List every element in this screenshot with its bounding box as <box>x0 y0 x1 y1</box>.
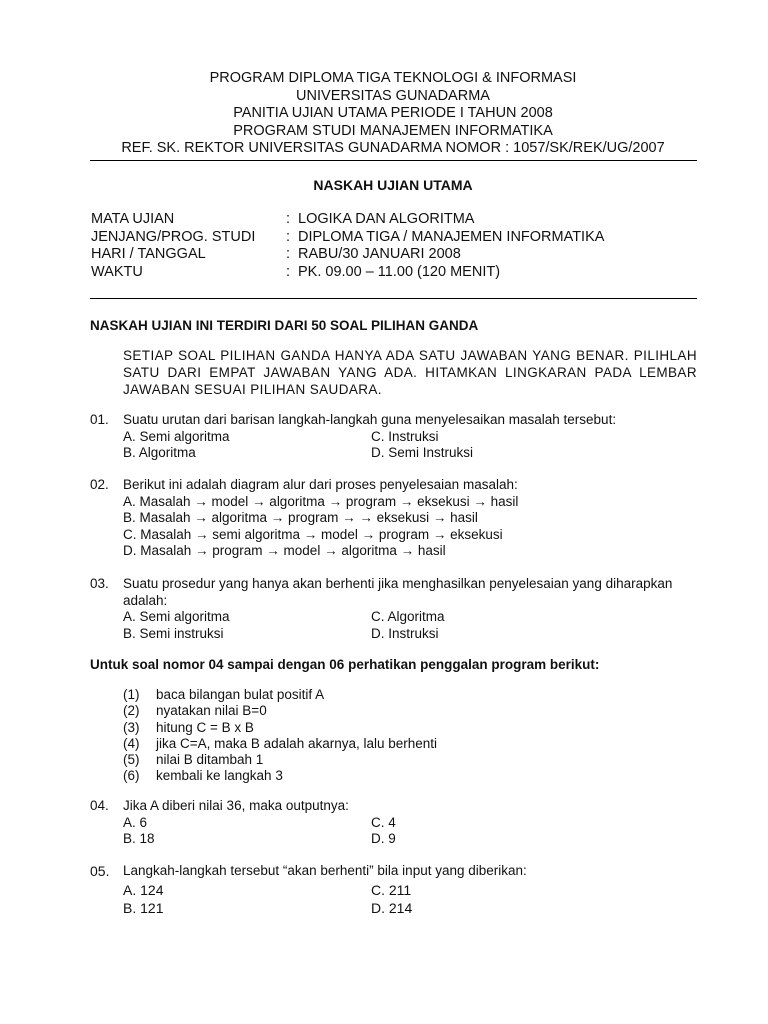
question-text: Jika A diberi nilai 36, maka outputnya: <box>123 798 349 813</box>
meta-row <box>91 264 604 282</box>
option-d: D. 9 <box>371 831 396 846</box>
header-line-4: PROGRAM STUDI MANAJEMEN INFORMATIKA <box>233 122 553 139</box>
options-row <box>123 899 527 918</box>
meta-row <box>91 229 604 247</box>
question-text: Langkah-langkah tersebut “akan berhenti” bila input yang diberikan: <box>123 863 527 878</box>
header-line-1: PROGRAM DIPLOMA TIGA TEKNOLOGI & INFORMASI <box>209 70 577 86</box>
step-text: nilai B ditambah 1 <box>156 752 264 768</box>
question-number: 03. <box>90 576 109 591</box>
meta-value: PK. 09.00 – 11.00 (120 MENIT) <box>298 263 501 280</box>
header-line-5: REF. SK. REKTOR UNIVERSITAS GUNADARMA NOMOR : 1057/SK/REK/UG/2007 <box>121 140 665 156</box>
step-number: (6) <box>123 768 140 784</box>
meta-key: MATA UJIAN <box>91 211 175 227</box>
meta-value: LOGIKA DAN ALGORITMA <box>298 211 475 227</box>
header-line-2: UNIVERSITAS GUNADARMA <box>296 87 490 104</box>
options-row <box>123 445 616 462</box>
option-d: D. Masalah → program → model → algoritma → hasil <box>123 543 446 558</box>
step-number: (1) <box>123 687 140 702</box>
options-row <box>123 814 396 832</box>
option-a: A. Masalah → model → algoritma → program → eksekusi → hasil <box>123 493 519 509</box>
options-row <box>123 881 527 900</box>
option-c: C. 211 <box>371 881 412 898</box>
meta-colon: : <box>286 246 291 262</box>
question-text: Suatu prosedur yang hanya akan berhenti jika menghasilkan penyelesaian yang diharapkan <box>123 576 673 591</box>
meta-key: WAKTU <box>91 263 143 280</box>
option-b: B. Masalah → algoritma → program → → eksekusi → hasil <box>123 510 478 525</box>
option-b: B. 18 <box>123 831 155 846</box>
meta-row <box>91 211 604 229</box>
meta-row <box>91 246 604 264</box>
question-text-continued: adalah: <box>123 592 168 608</box>
step-text: jika C=A, maka B adalah akarnya, lalu berhenti <box>156 735 438 751</box>
options-row <box>123 429 616 446</box>
step-number: (5) <box>123 752 140 768</box>
question-text: Suatu urutan dari barisan langkah-langkah guna menyelesaikan masalah tersebut: <box>123 412 617 427</box>
option-c: C. Instruksi <box>371 428 439 444</box>
step-text: hitung C = B x B <box>156 719 254 735</box>
step-number: (2) <box>123 703 140 719</box>
meta-colon: : <box>286 211 291 227</box>
meta-colon: : <box>286 263 291 280</box>
option-a: A. Semi algoritma <box>123 428 230 444</box>
option-a: A. Semi algoritma <box>123 609 230 624</box>
question-number: 01. <box>90 412 109 427</box>
question-number: 04. <box>90 798 109 813</box>
options-row <box>123 831 396 848</box>
section-heading: NASKAH UJIAN INI TERDIRI DARI 50 SOAL PILIHAN GANDA <box>90 318 479 333</box>
meta-divider <box>90 298 697 299</box>
instructions-paragraph: SETIAP SOAL PILIHAN GANDA HANYA ADA SATU JAWABAN YANG BENAR. PILIHLAH SATU DARI EMPAT JAWABAN YANG ADA. HITAMKAN LINGKARAN PADA LEMBAR JAWABAN SESUAI PILIHAN SAUDARA. <box>123 348 697 397</box>
option-b: B. Algoritma <box>123 445 196 460</box>
question-body <box>123 576 697 642</box>
header-line-3: PANITIA UJIAN UTAMA PERIODE I TAHUN 2008 <box>233 105 553 121</box>
option-b: B. Semi instruksi <box>123 625 224 641</box>
options-row <box>123 626 697 643</box>
step-number: (4) <box>123 735 140 751</box>
meta-key: HARI / TANGGAL <box>91 246 206 262</box>
step-text: nyatakan nilai B=0 <box>156 703 267 719</box>
program-heading: Untuk soal nomor 04 sampai dengan 06 perhatikan penggalan program berikut: <box>90 657 600 672</box>
option-d: D. Semi Instruksi <box>371 445 474 460</box>
step-number: (3) <box>123 719 140 735</box>
option-b: B. 121 <box>123 900 164 916</box>
question-body <box>123 862 527 918</box>
option-c: C. 4 <box>371 814 396 830</box>
option-c: C. Masalah → semi algoritma → model → program → eksekusi <box>123 526 503 542</box>
question-body <box>123 412 616 462</box>
exam-meta <box>91 211 604 281</box>
option-a: A. 124 <box>123 881 164 898</box>
options-row <box>123 609 697 626</box>
option-c: C. Algoritma <box>371 609 445 624</box>
page-title: NASKAH UJIAN UTAMA <box>313 177 473 193</box>
question-body <box>123 477 518 560</box>
question-text: Berikut ini adalah diagram alur dari proses penyelesaian masalah: <box>123 477 518 492</box>
exam-header <box>0 70 768 158</box>
step-text: kembali ke langkah 3 <box>156 768 283 784</box>
meta-value: RABU/30 JANUARI 2008 <box>298 246 461 262</box>
header-divider <box>90 160 697 161</box>
option-d: D. Instruksi <box>371 625 439 641</box>
question-body <box>123 798 396 848</box>
meta-key: JENJANG/PROG. STUDI <box>91 228 256 245</box>
option-d: D. 214 <box>371 900 413 916</box>
meta-colon: : <box>286 228 291 245</box>
step-text: baca bilangan bulat positif A <box>156 687 325 702</box>
meta-value: DIPLOMA TIGA / MANAJEMEN INFORMATIKA <box>298 228 605 245</box>
option-a: A. 6 <box>123 814 148 830</box>
question-number: 05. <box>90 863 110 879</box>
question-number: 02. <box>90 477 109 492</box>
